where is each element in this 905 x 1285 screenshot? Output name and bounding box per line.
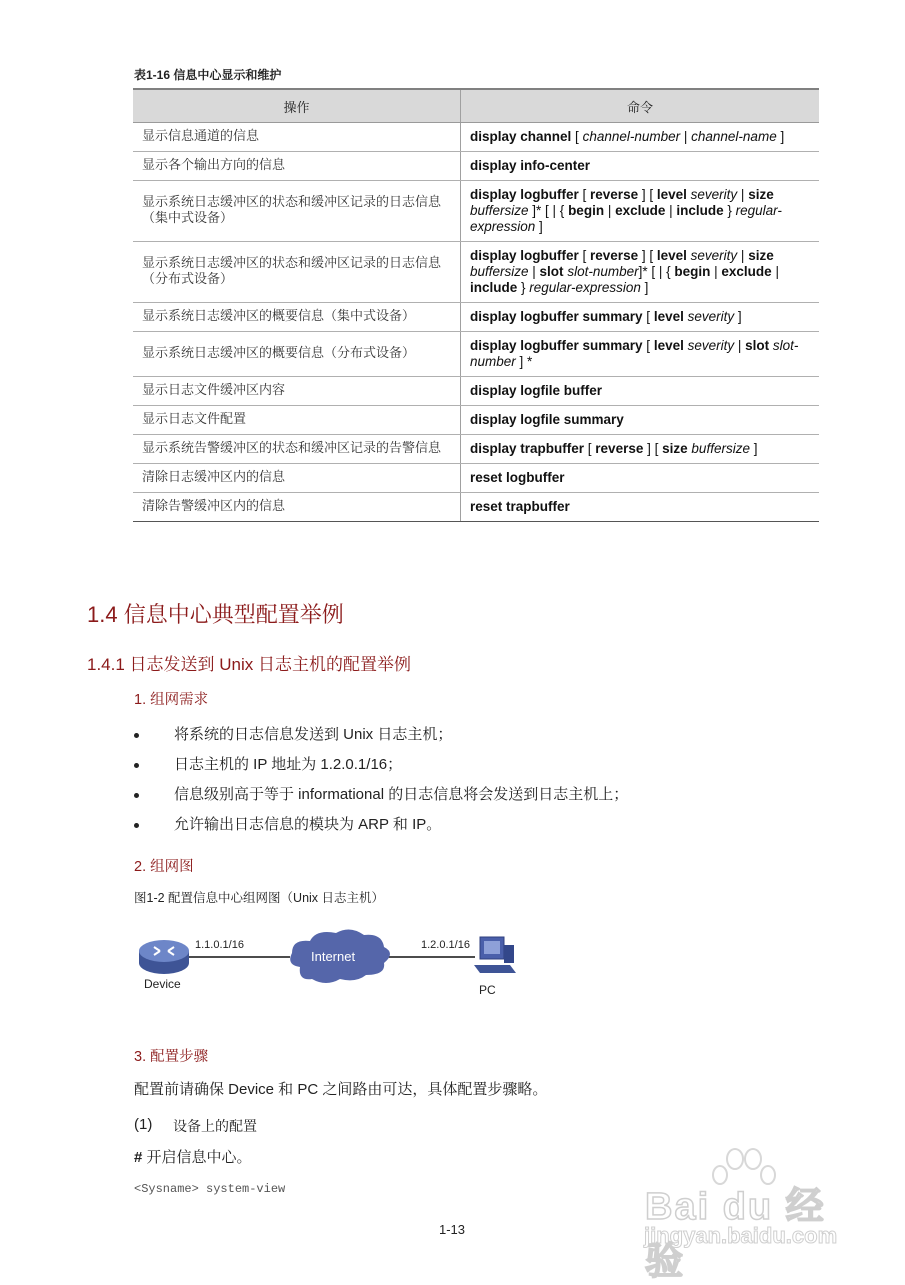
- table-row: [133, 464, 819, 493]
- command-cell: display logfile buffer: [461, 377, 820, 406]
- list-item: 信息级别高于等于 informational 的日志信息将会发送到日志主机上；: [134, 784, 628, 814]
- section-heading: 1.4 信息中心典型配置举例: [87, 602, 344, 627]
- operation-cell: 显示各个输出方向的信息: [133, 152, 461, 181]
- command-cell: reset logbuffer: [461, 464, 820, 493]
- operation-cell: 显示系统日志缓冲区的概要信息（集中式设备）: [133, 303, 461, 332]
- heading-network-requirements: 1. 组网需求: [134, 692, 209, 708]
- table-row: [133, 152, 819, 181]
- table-row: [133, 493, 819, 522]
- operation-cell: 显示系统日志缓冲区的状态和缓冲区记录的日志信息（分布式设备）: [133, 242, 461, 303]
- table-caption: 表1-16 信息中心显示和维护: [134, 68, 282, 82]
- command-cell: display logbuffer summary [ level severity | slot slot-number ] *: [461, 332, 820, 377]
- device-ip-label: 1.1.0.1/16: [195, 939, 244, 951]
- bullet-icon: [134, 823, 139, 828]
- column-header-command: 命令: [461, 89, 820, 123]
- bullet-icon: [134, 763, 139, 768]
- operation-cell: 显示系统告警缓冲区的状态和缓冲区记录的告警信息: [133, 435, 461, 464]
- table-row: [133, 242, 819, 303]
- baidu-watermark: [640, 1145, 855, 1283]
- watermark-url: jingyan.baidu.com: [644, 1223, 838, 1248]
- page-number: 1-13: [439, 1222, 466, 1237]
- command-cell: display info-center: [461, 152, 820, 181]
- command-cell: display logbuffer [ reverse ] [ level severity | size buffersize | slot slot-number]* [ | { begin | exclude | include } regular-expression ]: [461, 242, 820, 303]
- command-cell: reset trapbuffer: [461, 493, 820, 522]
- operation-cell: 清除告警缓冲区内的信息: [133, 493, 461, 522]
- step-number: (1): [134, 1116, 153, 1133]
- operation-cell: 显示信息通道的信息: [133, 123, 461, 152]
- table-row: [133, 435, 819, 464]
- intro-paragraph: 配置前请确保 Device 和 PC 之间路由可达，具体配置步骤略。: [134, 1081, 548, 1098]
- list-item: 将系统的日志信息发送到 Unix 日志主机；: [134, 724, 628, 754]
- code-line: <Sysname> system-view: [134, 1182, 286, 1196]
- config-comment: # 开启信息中心。: [134, 1149, 252, 1166]
- requirements-list: [134, 724, 628, 844]
- heading-network-diagram: 2. 组网图: [134, 859, 194, 875]
- cloud-label: Internet: [311, 949, 356, 964]
- operation-cell: 显示日志文件缓冲区内容: [133, 377, 461, 406]
- figure-caption: 图1-2 配置信息中心组网图（Unix 日志主机）: [134, 891, 385, 905]
- subsection-heading: 1.4.1 日志发送到 Unix 日志主机的配置举例: [87, 655, 411, 674]
- bullet-icon: [134, 733, 139, 738]
- table-row: [133, 406, 819, 435]
- pc-ip-label: 1.2.0.1/16: [421, 939, 470, 951]
- command-cell: display trapbuffer [ reverse ] [ size buffersize ]: [461, 435, 820, 464]
- operation-cell: 显示系统日志缓冲区的概要信息（分布式设备）: [133, 332, 461, 377]
- table-body: [133, 123, 819, 522]
- pc-icon: [474, 937, 516, 973]
- command-cell: display channel [ channel-number | channel-name ]: [461, 123, 820, 152]
- command-cell: display logbuffer summary [ level severity ]: [461, 303, 820, 332]
- column-header-operation: 操作: [133, 89, 461, 123]
- router-icon: [139, 940, 189, 974]
- operation-cell: 显示系统日志缓冲区的状态和缓冲区记录的日志信息（集中式设备）: [133, 181, 461, 242]
- command-cell: display logfile summary: [461, 406, 820, 435]
- heading-configuration-steps: 3. 配置步骤: [134, 1049, 209, 1065]
- table-row: [133, 123, 819, 152]
- network-diagram: [130, 925, 530, 1005]
- watermark-brand: Bai du 经验: [645, 1186, 826, 1283]
- operation-cell: 显示日志文件配置: [133, 406, 461, 435]
- table-header-row: [133, 89, 819, 123]
- pc-label: PC: [479, 983, 496, 997]
- table-row: [133, 303, 819, 332]
- bullet-icon: [134, 793, 139, 798]
- table-row: [133, 332, 819, 377]
- list-item: 允许输出日志信息的模块为 ARP 和 IP。: [134, 814, 628, 844]
- table-row: [133, 377, 819, 406]
- command-cell: display logbuffer [ reverse ] [ level severity | size buffersize ]* [ | { begin | exclude | include } regular-expression ]: [461, 181, 820, 242]
- command-table: [133, 88, 819, 522]
- table-row: [133, 181, 819, 242]
- device-label: Device: [144, 977, 181, 991]
- step-text: 设备上的配置: [173, 1119, 257, 1135]
- list-item: 日志主机的 IP 地址为 1.2.0.1/16；: [134, 754, 628, 784]
- operation-cell: 清除日志缓冲区内的信息: [133, 464, 461, 493]
